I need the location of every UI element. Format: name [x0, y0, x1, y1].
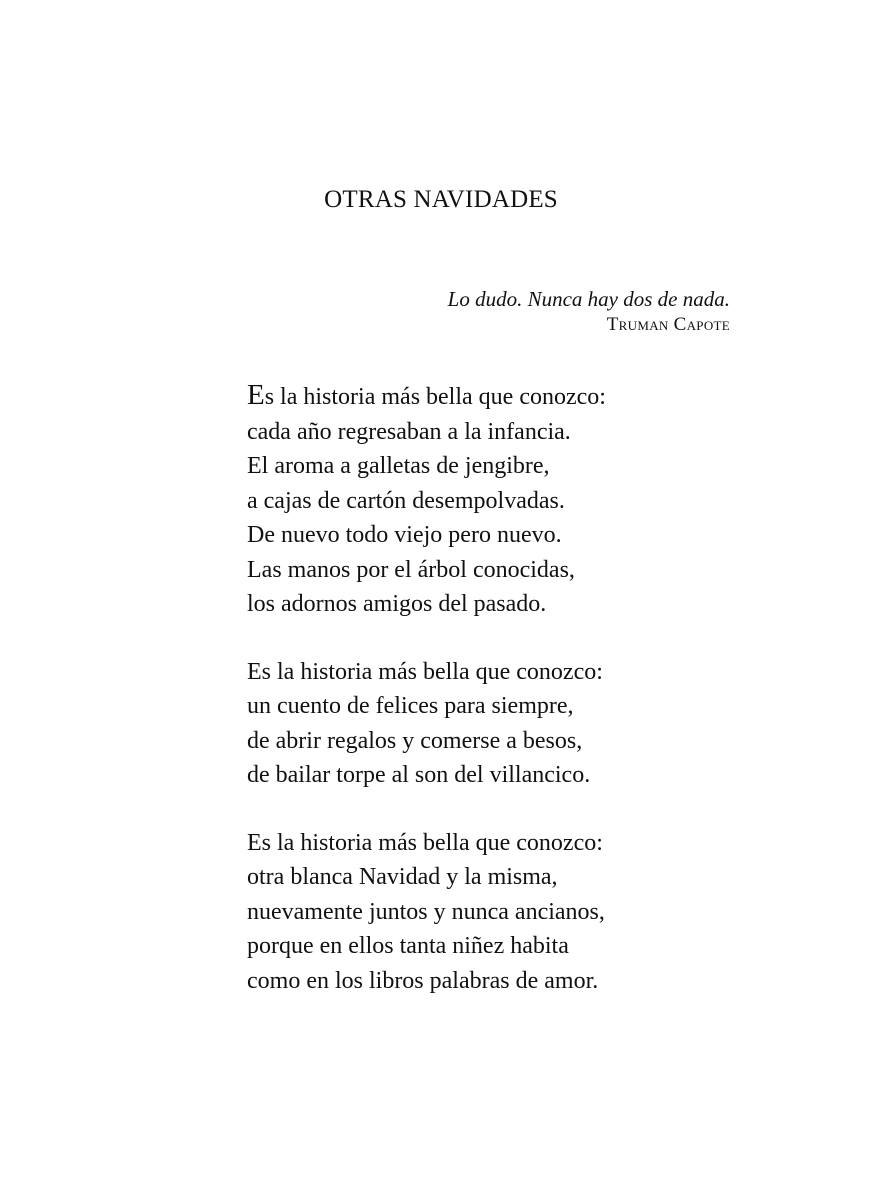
poem-line: un cuento de felices para siempre, [247, 693, 574, 719]
poem-line: otra blanca Navidad y la misma, [247, 864, 558, 890]
poem-line: de bailar torpe al son del villancico. [247, 762, 591, 788]
poem-line: De nuevo todo viejo pero nuevo. [247, 522, 562, 548]
epigraph-author: Truman Capote [606, 314, 730, 335]
poem-title: OTRAS NAVIDADES [324, 186, 558, 213]
poem-line: porque en ellos tanta niñez habita [247, 933, 569, 959]
stanza-1 [247, 378, 847, 622]
poem-line: de abrir regalos y comerse a besos, [247, 727, 583, 754]
initial-letter: E [247, 379, 265, 411]
poem-line: Es la historia más bella que conozco: [247, 829, 603, 856]
poem-line: Es la historia más bella que conozco: [247, 658, 603, 685]
poem-line: cada año regresaban a la infancia. [247, 418, 571, 445]
poem-line: nuevamente juntos y nunca ancianos, [247, 898, 605, 925]
poem-body [247, 378, 847, 1031]
poem-line: El aroma a galletas de jengibre, [247, 453, 550, 479]
poem-line: Es la historia más bella que conozco: [247, 379, 606, 411]
stanza-3 [247, 826, 847, 999]
poem-line: como en los libros palabras de amor. [247, 967, 599, 994]
stanza-2 [247, 655, 847, 793]
epigraph-quote: Lo dudo. Nunca hay dos de nada. [447, 287, 730, 311]
poem-line: Las manos por el árbol conocidas, [247, 556, 575, 583]
poem-line: a cajas de cartón desempolvadas. [247, 487, 565, 514]
poem-line: los adornos amigos del pasado. [247, 591, 547, 617]
epigraph [448, 286, 730, 338]
